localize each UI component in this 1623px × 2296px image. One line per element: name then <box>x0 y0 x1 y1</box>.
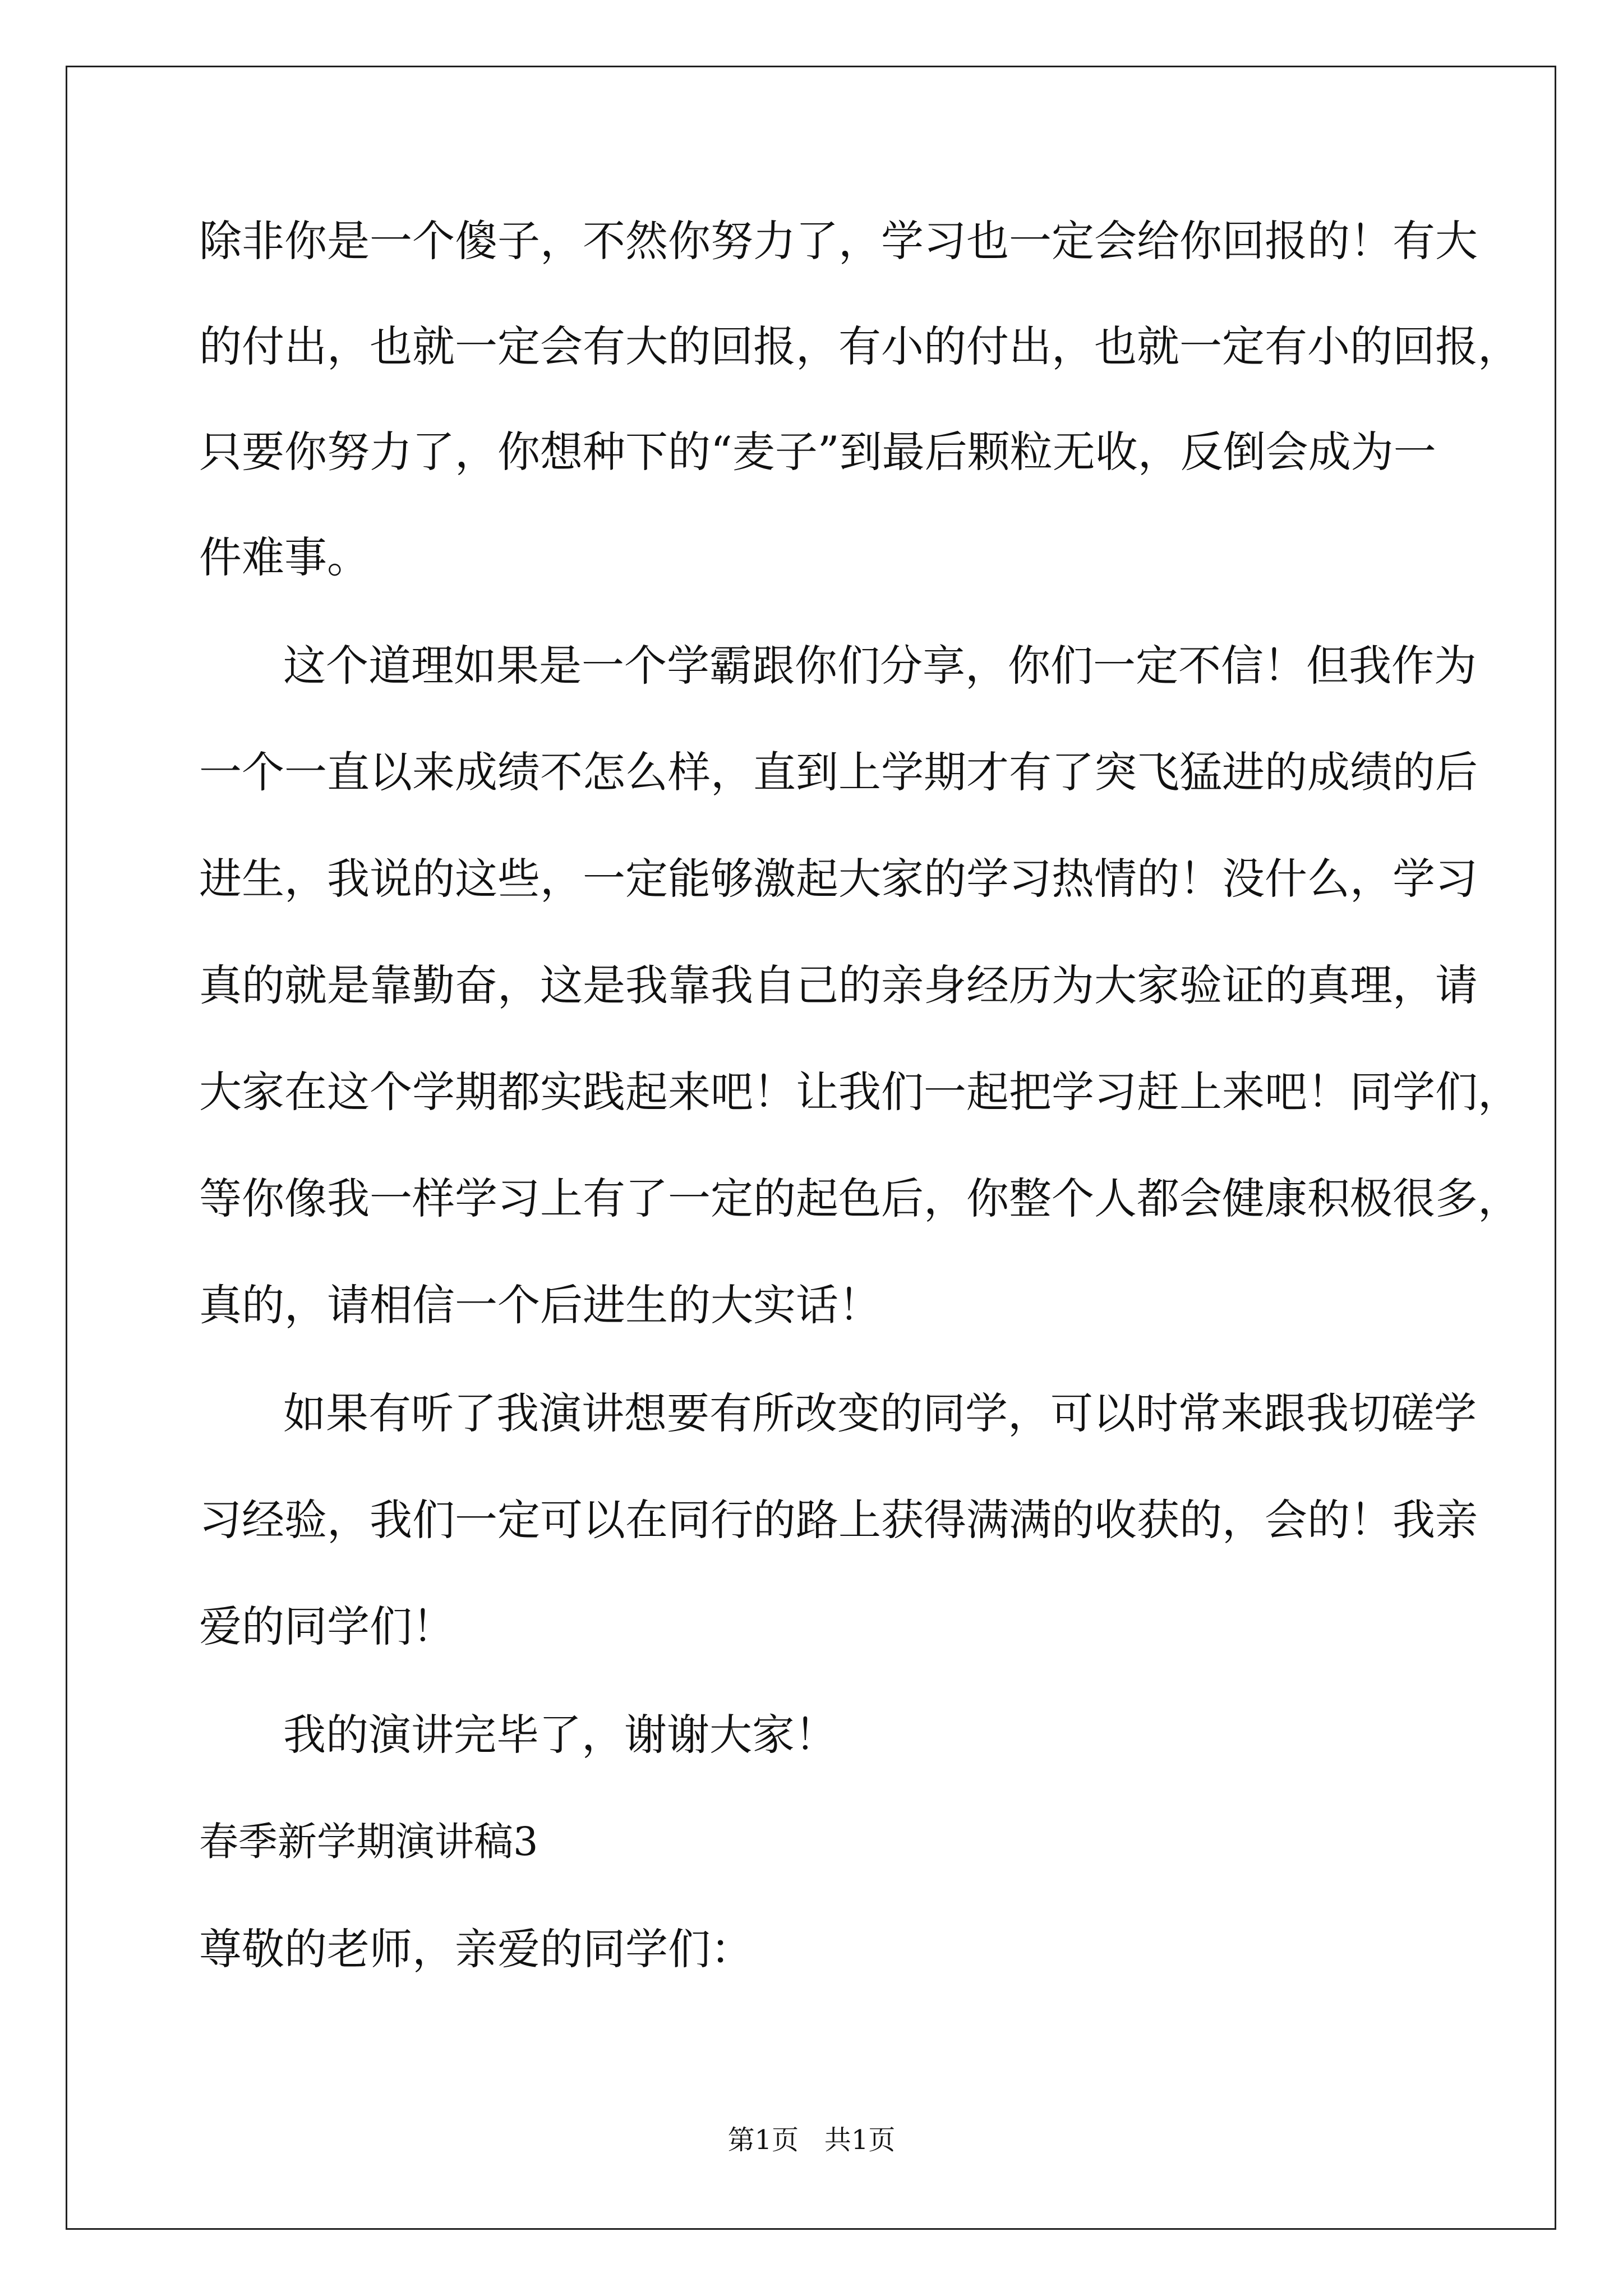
paragraph-line: 的付出，也就一定会有大的回报，有小的付出，也就一定有小的回报， <box>199 321 1520 371</box>
paragraph-line: 大家在这个学期都实践起来吧！让我们一起把学习赶上来吧！同学们， <box>199 1067 1520 1117</box>
section-heading: 春季新学期演讲稿3 <box>199 1819 538 1865</box>
page-border <box>66 66 1556 2230</box>
page-total: 共1页 <box>824 2124 896 2156</box>
paragraph-line: 这个道理如果是一个学霸跟你们分享，你们一定不信！但我作为 <box>283 641 1477 691</box>
footer-spacer <box>799 2124 824 2156</box>
paragraph-line: 我的演讲完毕了，谢谢大家！ <box>283 1710 837 1760</box>
paragraph-line: 进生，我说的这些，一定能够激起大家的学习热情的！没什么，学习 <box>199 854 1478 904</box>
paragraph-line: 如果有听了我演讲想要有所改变的同学，可以时常来跟我切磋学 <box>283 1388 1477 1438</box>
page-number: 第1页 <box>727 2124 799 2156</box>
page-footer <box>0 2123 1623 2157</box>
paragraph-line: 一个一直以来成绩不怎么样，直到上学期才有了突飞猛进的成绩的后 <box>199 747 1478 797</box>
paragraph-line: 件难事。 <box>199 532 370 582</box>
paragraph-line: 等你像我一样学习上有了一定的起色后，你整个人都会健康积极很多， <box>199 1174 1520 1223</box>
paragraph-line: 除非你是一个傻子，不然你努力了，学习也一定会给你回报的！有大 <box>199 216 1478 266</box>
salutation-line: 尊敬的老师，亲爱的同学们： <box>199 1924 753 1974</box>
paragraph-line: 习经验，我们一定可以在同行的路上获得满满的收获的，会的！我亲 <box>199 1495 1478 1545</box>
paragraph-line: 真的就是靠勤奋，这是我靠我自己的亲身经历为大家验证的真理，请 <box>199 960 1478 1010</box>
paragraph-line: 爱的同学们！ <box>199 1602 455 1651</box>
paragraph-line: 真的，请相信一个后进生的大实话！ <box>199 1280 881 1330</box>
paragraph-line: 只要你努力了，你想种下的“麦子”到最后颗粒无收，反倒会成为一 <box>199 427 1436 477</box>
